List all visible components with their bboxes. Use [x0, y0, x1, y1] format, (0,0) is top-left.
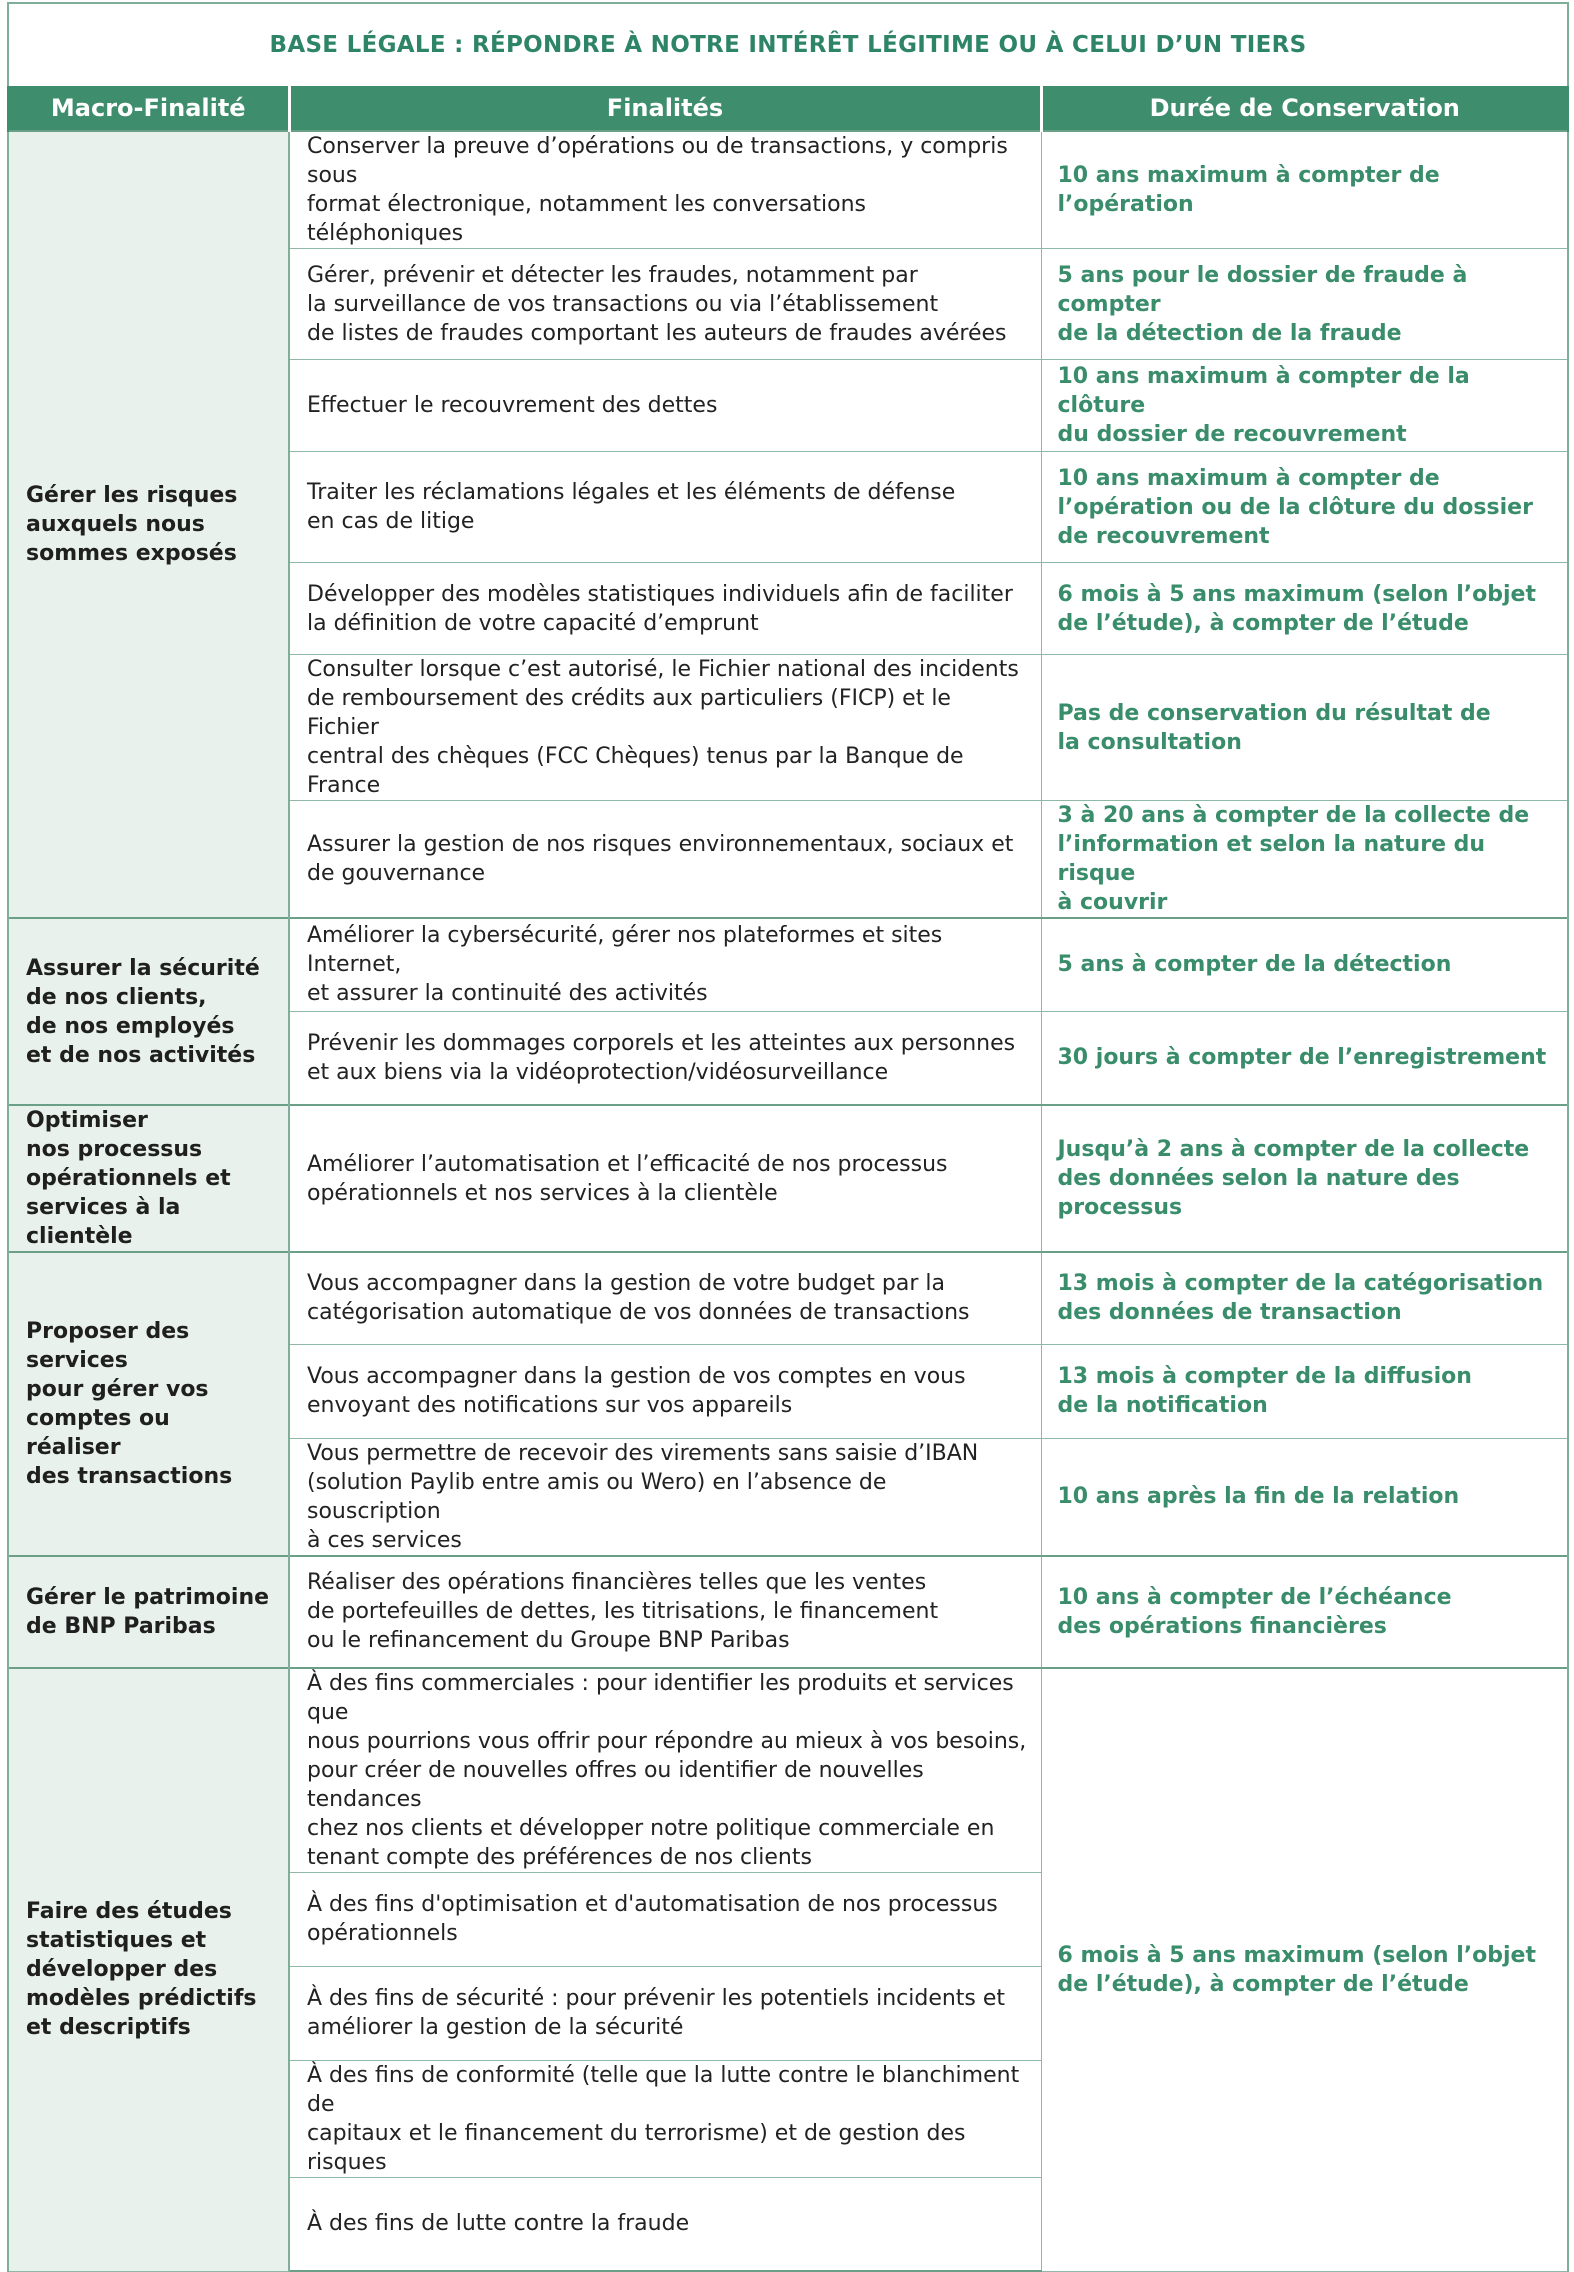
duree-cell: 5 ans pour le dossier de fraude à compter de la détection de la fraude	[1041, 249, 1568, 360]
table-row	[8, 1252, 1568, 1344]
finalite-cell: Réaliser des opérations financières telles que les ventes de portefeuilles de dettes, les titrisations, le financement ou le refinancement du Groupe BNP Paribas	[289, 1556, 1041, 1668]
finalite-cell: Vous permettre de recevoir des virements sans saisie d’IBAN (solution Paylib entre amis ou Wero) en l’absence de souscription à ces services	[289, 1438, 1041, 1556]
retention-table	[7, 2, 1569, 2272]
finalite-cell: Vous accompagner dans la gestion de votre budget par la catégorisation automatique de vos données de transactions	[289, 1252, 1041, 1344]
duree-cell: 6 mois à 5 ans maximum (selon l’objet de l’étude), à compter de l’étude	[1041, 563, 1568, 655]
table-row	[8, 1668, 1568, 1873]
header-row	[8, 86, 1568, 131]
table-row	[8, 1556, 1568, 1668]
duree-cell: 10 ans maximum à compter de l’opération ou de la clôture du dossier de recouvrement	[1041, 452, 1568, 563]
finalite-cell: Gérer, prévenir et détecter les fraudes, notamment par la surveillance de vos transactions ou via l’établissement de listes de fraudes comportant les auteurs de fraudes avérées	[289, 249, 1041, 360]
macro-finalite-cell: Optimiser nos processus opérationnels et services à la clientèle	[8, 1105, 289, 1252]
duree-cell: 13 mois à compter de la catégorisation des données de transaction	[1041, 1252, 1568, 1344]
macro-finalite-cell: Faire des études statistiques et développer des modèles prédictifs et descriptifs	[8, 1668, 289, 2272]
macro-finalite-cell: Proposer des services pour gérer vos comptes ou réaliser des transactions	[8, 1252, 289, 1556]
retention-table-page	[7, 2, 1567, 2272]
finalite-cell: Améliorer l’automatisation et l’efficacité de nos processus opérationnels et nos services à la clientèle	[289, 1105, 1041, 1252]
duree-cell: 30 jours à compter de l’enregistrement	[1041, 1011, 1568, 1105]
duree-cell: 5 ans à compter de la détection	[1041, 918, 1568, 1011]
duree-cell: 3 à 20 ans à compter de la collecte de l’information et selon la nature du risque à couvrir	[1041, 801, 1568, 919]
finalite-cell: À des fins d'optimisation et d'automatisation de nos processus opérationnels	[289, 1872, 1041, 1966]
finalite-cell: Développer des modèles statistiques individuels afin de faciliter la définition de votre capacité d’emprunt	[289, 563, 1041, 655]
finalite-cell: À des fins de sécurité : pour prévenir les potentiels incidents et améliorer la gestion de la sécurité	[289, 1966, 1041, 2060]
finalite-cell: À des fins commerciales : pour identifier les produits et services que nous pourrions vous offrir pour répondre au mieux à vos besoins, pour créer de nouvelles offres ou identifier de nouvelles tendances chez nos clients et développer notre politique commerciale en tenant compte des préférences de nos clients	[289, 1668, 1041, 1873]
duree-cell: Jusqu’à 2 ans à compter de la collecte des données selon la nature des processus	[1041, 1105, 1568, 1252]
header-finalites: Finalités	[289, 86, 1041, 131]
duree-cell: 13 mois à compter de la diffusion de la notification	[1041, 1344, 1568, 1438]
header-macro-finalite: Macro-Finalité	[8, 86, 289, 131]
finalite-cell: À des fins de lutte contre la fraude	[289, 2177, 1041, 2271]
table-row	[8, 918, 1568, 1011]
duree-cell: 10 ans maximum à compter de l’opération	[1041, 131, 1568, 249]
duree-cell: 10 ans maximum à compter de la clôture du dossier de recouvrement	[1041, 360, 1568, 452]
finalite-cell: Traiter les réclamations légales et les éléments de défense en cas de litige	[289, 452, 1041, 563]
finalite-cell: Effectuer le recouvrement des dettes	[289, 360, 1041, 452]
table-row	[8, 131, 1568, 249]
table-row	[8, 1105, 1568, 1252]
duree-cell: 6 mois à 5 ans maximum (selon l’objet de l’étude), à compter de l’étude	[1041, 1668, 1568, 2272]
finalite-cell: Conserver la preuve d’opérations ou de transactions, y compris sous format électronique, notamment les conversations téléphoniques	[289, 131, 1041, 249]
table-title: BASE LÉGALE : RÉPONDRE À NOTRE INTÉRÊT LÉGITIME OU À CELUI D’UN TIERS	[8, 3, 1568, 86]
duree-cell: 10 ans après la fin de la relation	[1041, 1438, 1568, 1556]
finalite-cell: Consulter lorsque c’est autorisé, le Fichier national des incidents de remboursement des crédits aux particuliers (FICP) et le Fichier central des chèques (FCC Chèques) tenus par la Banque de France	[289, 655, 1041, 801]
duree-cell: Pas de conservation du résultat de la consultation	[1041, 655, 1568, 801]
finalite-cell: À des fins de conformité (telle que la lutte contre le blanchiment de capitaux et le financement du terrorisme) et de gestion des risques	[289, 2060, 1041, 2177]
macro-finalite-cell: Gérer le patrimoine de BNP Paribas	[8, 1556, 289, 1668]
finalite-cell: Assurer la gestion de nos risques environnementaux, sociaux et de gouvernance	[289, 801, 1041, 919]
finalite-cell: Prévenir les dommages corporels et les atteintes aux personnes et aux biens via la vidéoprotection/vidéosurveillance	[289, 1011, 1041, 1105]
macro-finalite-cell: Gérer les risques auxquels nous sommes exposés	[8, 131, 289, 918]
finalite-cell: Améliorer la cybersécurité, gérer nos plateformes et sites Internet, et assurer la continuité des activités	[289, 918, 1041, 1011]
header-duree-conservation: Durée de Conservation	[1041, 86, 1568, 131]
macro-finalite-cell: Assurer la sécurité de nos clients, de nos employés et de nos activités	[8, 918, 289, 1105]
finalite-cell: Vous accompagner dans la gestion de vos comptes en vous envoyant des notifications sur vos appareils	[289, 1344, 1041, 1438]
duree-cell: 10 ans à compter de l’échéance des opérations financières	[1041, 1556, 1568, 1668]
